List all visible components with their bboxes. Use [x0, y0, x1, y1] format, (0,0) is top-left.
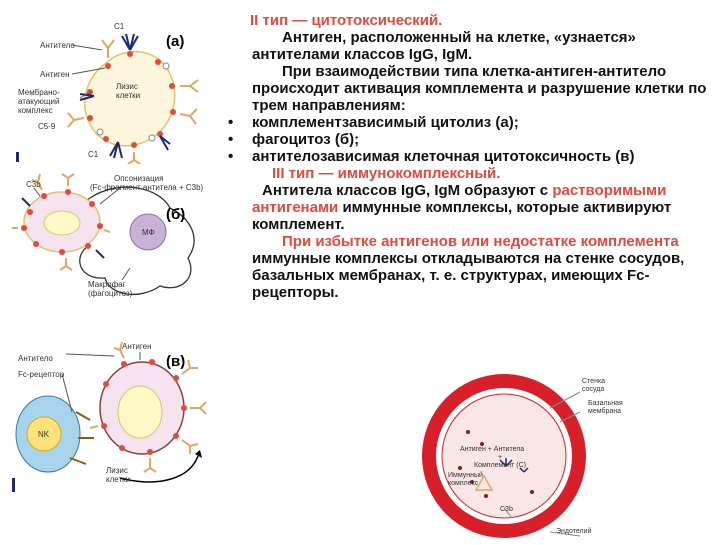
label-mac-1: Мембрано-: [18, 88, 60, 97]
vessel-figure: [420, 372, 720, 540]
label-antibody-c: Антитело: [18, 354, 53, 363]
soluble-antigens-highlight: растворимыми антигенами: [252, 182, 667, 216]
label-macro-1: Макрофаг: [88, 280, 126, 289]
label-c1-bottom: C1: [88, 150, 99, 159]
label-opson-2: (Fc-фрагмент антитела + C3b): [90, 183, 204, 192]
label-lysis-2: клетки: [116, 91, 141, 100]
figure-a-tag: (а): [166, 33, 185, 50]
type2-title: II тип — цитотоксический.: [250, 12, 443, 29]
label-c3b-vessel: C3b: [500, 506, 513, 513]
paragraph-antibodies-start: Антитела классов IgG, IgM образуют с: [262, 182, 553, 199]
mechanism-item: • антителозависимая клеточная цитотоксичность (в): [222, 148, 716, 165]
label-endothelium: Эндотелий: [556, 528, 592, 535]
left-marker-2: [12, 478, 15, 492]
label-formula-2: +: [498, 454, 503, 461]
label-macro-2: (фагоцитоз): [88, 289, 133, 298]
label-formula-3: Комплемент (С): [474, 462, 526, 469]
paragraph-antibodies: [222, 182, 716, 233]
label-immune-2: комплекс: [448, 480, 479, 487]
figure-b: [10, 168, 210, 328]
label-basal-2: мембрана: [588, 408, 621, 415]
paragraph-excess: [222, 233, 716, 301]
excess-antigen-highlight: При избытке антигенов или недостатке комплемента: [282, 233, 679, 250]
label-lysis-1: Лизис: [116, 82, 138, 91]
label-immune-1: Иммунный: [448, 472, 483, 479]
vessel-illustration: [420, 372, 720, 540]
label-mf: МФ: [142, 228, 155, 237]
label-antigen: Антиген: [40, 70, 70, 79]
label-wall-1: Стенка: [582, 378, 606, 385]
figure-c-tag: (в): [166, 353, 186, 370]
label-mac-2: атакующий: [18, 97, 60, 106]
figure-b-tag: (б): [166, 206, 186, 223]
label-basal-1: Базальная: [588, 400, 623, 407]
label-c1-top: C1: [114, 22, 125, 31]
paragraph-antibodies-end: иммунные комплексы, которые активируют комплемент.: [252, 199, 672, 233]
left-marker: [16, 152, 19, 162]
label-opson-1: Опсонизация: [114, 174, 164, 183]
label-antibody: Антитело: [40, 41, 75, 50]
mechanism-item: • фагоцитоз (б);: [222, 131, 716, 148]
type3-title: III тип — иммунокомплексный.: [272, 165, 501, 182]
mechanism-list: [222, 114, 716, 165]
paragraph-excess-end: иммунные комплексы откладываются на стенке сосудов, базальных мембранах, т. е. структурах, имеющих Fc-рецепторы.: [252, 250, 685, 301]
main-text: [222, 12, 716, 301]
label-mac-3: комплекс: [18, 106, 53, 115]
label-antigen-c: Антиген: [122, 342, 152, 351]
label-formula-1: Антиген + Антитела: [460, 446, 525, 453]
label-c3b: C3b: [26, 180, 41, 189]
paragraph-antigen: Антиген, расположенный на клетке, «узнается» антителами классов IgG, IgM.: [252, 29, 636, 63]
figure-b-illustration: [10, 168, 210, 328]
label-nk: NK: [38, 430, 50, 439]
label-c59: C5-9: [38, 122, 56, 131]
mechanism-item: • комплементзависимый цитолиз (а);: [222, 114, 716, 131]
label-wall-2: сосуда: [582, 386, 605, 393]
label-lysis-c-1: Лизис: [106, 466, 128, 475]
label-lysis-c-2: клетки: [106, 475, 131, 484]
paragraph-interaction: При взаимодействии типа клетка-антиген-антитело происходит активация комплемента и разрушение клетки по трем направлениям:: [252, 63, 707, 114]
label-fc-receptor: Fc-рецептор: [18, 370, 65, 379]
